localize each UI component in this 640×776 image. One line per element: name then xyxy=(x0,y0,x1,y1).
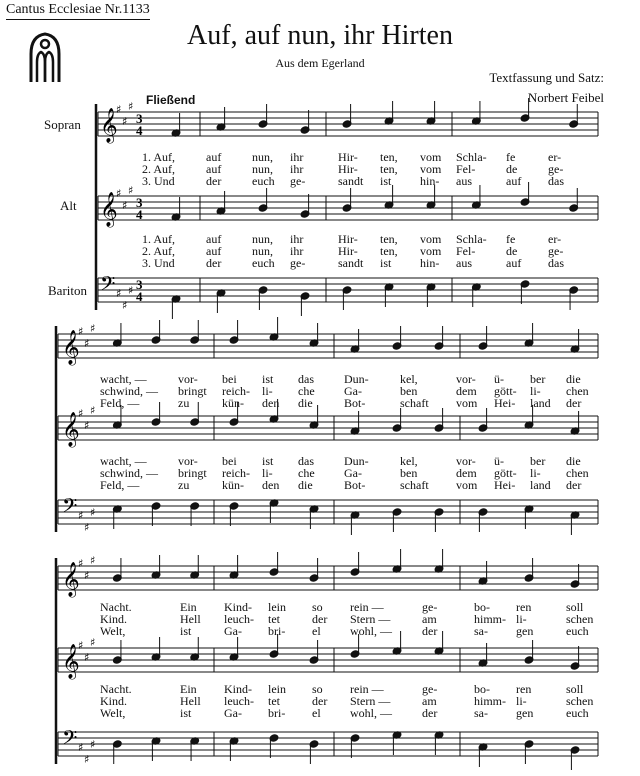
lyric-syllable: tet xyxy=(268,694,280,708)
lyric-syllable: so xyxy=(312,682,323,696)
lyric-syllable: Hir- xyxy=(338,162,358,176)
lyric-syllable: der xyxy=(566,478,582,492)
lyric-syllable: Hell xyxy=(180,694,201,708)
lyric-syllable: vom xyxy=(456,396,478,410)
lyric-syllable: Schla- xyxy=(456,150,487,164)
treble-clef-icon: 𝄞 xyxy=(62,330,80,365)
lyric-syllable: nun, xyxy=(252,150,273,164)
lyric-syllable: nun, xyxy=(252,162,273,176)
lyric-syllable: euch xyxy=(252,174,275,188)
lyric-syllable: gen xyxy=(516,706,534,720)
lyric-syllable: bo- xyxy=(474,600,490,614)
lyric-syllable: kün- xyxy=(222,396,244,410)
sharp-icon: ♯ xyxy=(128,184,134,197)
lyric-syllable: aus xyxy=(456,256,472,270)
lyric-syllable: li- xyxy=(530,466,541,480)
sharp-icon: ♯ xyxy=(116,103,122,116)
lyric-syllable: Ga- xyxy=(224,706,242,720)
lyric-syllable: fe xyxy=(506,150,516,164)
lyric-syllable: li- xyxy=(516,694,527,708)
lyric-syllable: ge- xyxy=(422,600,438,614)
lyric-syllable: ist xyxy=(262,454,274,468)
lyric-syllable: bri- xyxy=(268,706,286,720)
sharp-icon: ♯ xyxy=(84,419,90,432)
lyric-syllable: gen xyxy=(516,624,534,638)
lyric-syllable: der xyxy=(422,706,438,720)
lyric-syllable: euch xyxy=(566,624,589,638)
lyric-syllable: ihr xyxy=(290,150,304,164)
lyric-syllable: land xyxy=(530,478,551,492)
lyric-syllable: das xyxy=(298,454,314,468)
lyric-syllable: vor- xyxy=(456,454,476,468)
time-signature-numerator: 3 xyxy=(136,277,143,292)
lyric-syllable: der xyxy=(422,624,438,638)
lyric-syllable: Hir- xyxy=(338,244,358,258)
lyric-syllable: chen xyxy=(566,466,589,480)
lyric-syllable: ist xyxy=(180,706,192,720)
lyric-syllable: Schla- xyxy=(456,232,487,246)
sharp-icon: ♯ xyxy=(90,506,96,519)
lyric-syllable: den xyxy=(262,478,280,492)
lyric-syllable: bri- xyxy=(268,624,286,638)
lyric-syllable: ihr xyxy=(290,232,304,246)
lyric-syllable: auf xyxy=(206,244,222,258)
lyric-syllable: Hell xyxy=(180,612,201,626)
treble-clef-icon: 𝄞 xyxy=(62,562,80,597)
lyric-syllable: schen xyxy=(566,694,594,708)
lyric-syllable: die xyxy=(298,478,313,492)
lyric-syllable: ü- xyxy=(494,372,504,386)
lyric-syllable: che xyxy=(298,466,315,480)
sharp-icon: ♯ xyxy=(128,284,134,297)
lyric-syllable: der xyxy=(566,396,582,410)
lyric-syllable: soll xyxy=(566,682,584,696)
lyric-syllable: wohl, — xyxy=(350,706,392,720)
lyric-syllable: schen xyxy=(566,612,594,626)
lyric-syllable: vor- xyxy=(456,372,476,386)
lyric-syllable: auf xyxy=(506,256,522,270)
sharp-icon: ♯ xyxy=(78,325,84,338)
lyric-syllable: das xyxy=(548,256,564,270)
lyric-syllable: schaft xyxy=(400,478,429,492)
lyric-syllable: li- xyxy=(516,612,527,626)
sharp-icon: ♯ xyxy=(78,741,84,754)
lyric-syllable: auf xyxy=(206,162,222,176)
lyric-syllable: schwind, — xyxy=(100,466,158,480)
sharp-icon: ♯ xyxy=(84,337,90,350)
time-signature-denominator: 4 xyxy=(136,123,143,138)
sharp-icon: ♯ xyxy=(78,639,84,652)
lyric-syllable: 2. Auf, xyxy=(142,244,175,258)
lyric-syllable: schaft xyxy=(400,396,429,410)
lyric-syllable: das xyxy=(298,372,314,386)
lyric-syllable: die xyxy=(298,396,313,410)
sharp-icon: ♯ xyxy=(84,753,90,766)
lyric-syllable: bo- xyxy=(474,682,490,696)
lyric-syllable: ge- xyxy=(422,682,438,696)
lyric-syllable: Kind- xyxy=(224,600,252,614)
song-title: Auf, auf nun, ihr Hirten xyxy=(187,20,453,51)
sharp-icon: ♯ xyxy=(90,404,96,417)
lyric-syllable: ben xyxy=(400,384,418,398)
sharp-icon: ♯ xyxy=(84,569,90,582)
lyric-syllable: ü- xyxy=(494,454,504,468)
lyric-syllable: ist xyxy=(380,174,392,188)
lyric-syllable: aus xyxy=(456,174,472,188)
lyric-syllable: Hei- xyxy=(494,478,516,492)
lyric-syllable: ren xyxy=(516,600,532,614)
lyric-syllable: wacht, — xyxy=(100,372,147,386)
lyric-syllable: vom xyxy=(420,244,442,258)
voice-label-alto: Alt xyxy=(60,198,77,213)
bass-clef-icon: 𝄢 xyxy=(100,272,116,300)
lyric-syllable: Feld, — xyxy=(100,478,140,492)
lyric-syllable: lein xyxy=(268,682,286,696)
lyric-syllable: wacht, — xyxy=(100,454,147,468)
lyric-syllable: ihr xyxy=(290,244,304,258)
sharp-icon: ♯ xyxy=(122,199,128,212)
lyric-syllable: den xyxy=(262,396,280,410)
lyric-syllable: ten, xyxy=(380,162,398,176)
lyric-syllable: der xyxy=(206,256,222,270)
bass-clef-icon: 𝄢 xyxy=(62,726,78,754)
lyric-syllable: ist xyxy=(262,372,274,386)
lyric-syllable: vom xyxy=(456,478,478,492)
lyric-syllable: ten, xyxy=(380,244,398,258)
sharp-icon: ♯ xyxy=(90,322,96,335)
tempo-marking: Fließend xyxy=(146,93,196,107)
lyric-syllable: li- xyxy=(262,466,273,480)
series-label: Cantus Ecclesiae Nr.1133 xyxy=(6,2,150,20)
lyric-syllable: bringt xyxy=(178,384,207,398)
lyric-syllable: el xyxy=(312,706,321,720)
lyric-syllable: gött- xyxy=(494,384,517,398)
lyric-syllable: Kind- xyxy=(224,682,252,696)
lyric-syllable: soll xyxy=(566,600,584,614)
lyric-syllable: rein — xyxy=(350,600,384,614)
lyric-syllable: auf xyxy=(206,150,222,164)
lyric-syllable: Kind. xyxy=(100,612,127,626)
lyric-syllable: auf xyxy=(206,232,222,246)
lyric-syllable: wohl, — xyxy=(350,624,392,638)
lyric-syllable: de xyxy=(506,244,518,258)
sharp-icon: ♯ xyxy=(78,407,84,420)
lyric-syllable: euch xyxy=(566,706,589,720)
bass-clef-icon: 𝄢 xyxy=(62,494,78,522)
lyric-syllable: Dun- xyxy=(344,454,369,468)
lyric-syllable: leuch- xyxy=(224,694,254,708)
lyric-syllable: vom xyxy=(420,150,442,164)
lyric-syllable: Kind. xyxy=(100,694,127,708)
lyric-syllable: hin- xyxy=(420,174,440,188)
lyric-syllable: Hir- xyxy=(338,232,358,246)
lyric-syllable: die xyxy=(566,454,581,468)
lyric-syllable: el xyxy=(312,624,321,638)
lyric-syllable: ber xyxy=(530,372,546,386)
sharp-icon: ♯ xyxy=(90,636,96,649)
lyric-syllable: nun, xyxy=(252,232,273,246)
lyric-syllable: sandt xyxy=(338,256,364,270)
credit-line-1: Textfassung und Satz: xyxy=(489,70,604,85)
voice-label-baritone: Bariton xyxy=(48,283,87,298)
lyric-syllable: ren xyxy=(516,682,532,696)
lyric-syllable: himm- xyxy=(474,694,506,708)
lyric-syllable: bei xyxy=(222,454,237,468)
lyric-syllable: vor- xyxy=(178,372,198,386)
lyric-syllable: che xyxy=(298,384,315,398)
lyric-syllable: Ga- xyxy=(224,624,242,638)
lyric-syllable: 3. Und xyxy=(142,256,175,270)
lyric-syllable: Stern — xyxy=(350,694,391,708)
lyric-syllable: Hei- xyxy=(494,396,516,410)
lyric-syllable: Fel- xyxy=(456,244,476,258)
lyric-syllable: ten, xyxy=(380,150,398,164)
lyric-syllable: er- xyxy=(548,150,562,164)
treble-clef-icon: 𝄞 xyxy=(100,192,118,227)
lyric-syllable: de xyxy=(506,162,518,176)
lyric-syllable: 3. Und xyxy=(142,174,175,188)
lyric-syllable: sa- xyxy=(474,624,488,638)
lyric-syllable: Nacht. xyxy=(100,600,132,614)
lyric-syllable: Bot- xyxy=(344,478,366,492)
lyric-syllable: vom xyxy=(420,162,442,176)
treble-clef-icon: 𝄞 xyxy=(62,644,80,679)
lyric-syllable: Ein xyxy=(180,600,197,614)
lyric-syllable: das xyxy=(548,174,564,188)
lyric-syllable: land xyxy=(530,396,551,410)
lyric-syllable: der xyxy=(312,694,328,708)
lyric-syllable: ist xyxy=(380,256,392,270)
sharp-icon: ♯ xyxy=(84,521,90,534)
credit-line-2: Norbert Feibel xyxy=(527,90,604,105)
lyric-syllable: reich- xyxy=(222,466,250,480)
lyric-syllable: die xyxy=(566,372,581,386)
lyric-syllable: rein — xyxy=(350,682,384,696)
lyric-syllable: Ga- xyxy=(344,384,362,398)
lyric-syllable: ge- xyxy=(290,174,306,188)
lyric-syllable: zu xyxy=(178,396,190,410)
sharp-icon: ♯ xyxy=(78,557,84,570)
lyric-syllable: vor- xyxy=(178,454,198,468)
time-signature-denominator: 4 xyxy=(136,289,143,304)
lyric-syllable: Ga- xyxy=(344,466,362,480)
time-signature-numerator: 3 xyxy=(136,195,143,210)
lyric-syllable: vom xyxy=(420,232,442,246)
lyric-syllable: ihr xyxy=(290,162,304,176)
lyric-syllable: ge- xyxy=(548,162,564,176)
lyric-syllable: so xyxy=(312,600,323,614)
lyric-syllable: li- xyxy=(262,384,273,398)
lyric-syllable: Dun- xyxy=(344,372,369,386)
sharp-icon: ♯ xyxy=(122,115,128,128)
lyric-syllable: kel, xyxy=(400,372,418,386)
lyric-syllable: der xyxy=(312,612,328,626)
treble-clef-icon: 𝄞 xyxy=(100,108,118,143)
lyric-syllable: nun, xyxy=(252,244,273,258)
lyric-syllable: li- xyxy=(530,384,541,398)
lyric-syllable: euch xyxy=(252,256,275,270)
treble-clef-icon: 𝄞 xyxy=(62,412,80,447)
lyric-syllable: Fel- xyxy=(456,162,476,176)
sharp-icon: ♯ xyxy=(122,299,128,312)
sharp-icon: ♯ xyxy=(128,100,134,113)
lyric-syllable: sa- xyxy=(474,706,488,720)
time-signature-numerator: 3 xyxy=(136,111,143,126)
time-signature-denominator: 4 xyxy=(136,207,143,222)
lyric-syllable: Stern — xyxy=(350,612,391,626)
sharp-icon: ♯ xyxy=(78,509,84,522)
lyric-syllable: kel, xyxy=(400,454,418,468)
lyric-syllable: der xyxy=(206,174,222,188)
lyric-syllable: 2. Auf, xyxy=(142,162,175,176)
sharp-icon: ♯ xyxy=(116,187,122,200)
sharp-icon: ♯ xyxy=(116,287,122,300)
lyric-syllable: am xyxy=(422,612,437,626)
lyric-syllable: Ein xyxy=(180,682,197,696)
lyric-syllable: ben xyxy=(400,466,418,480)
lyric-syllable: reich- xyxy=(222,384,250,398)
lyric-syllable: Feld, — xyxy=(100,396,140,410)
lyric-syllable: dem xyxy=(456,466,477,480)
lyric-syllable: ten, xyxy=(380,232,398,246)
lyric-syllable: hin- xyxy=(420,256,440,270)
lyric-syllable: sandt xyxy=(338,174,364,188)
lyric-syllable: Bot- xyxy=(344,396,366,410)
lyric-syllable: lein xyxy=(268,600,286,614)
sharp-icon: ♯ xyxy=(84,651,90,664)
lyric-syllable: fe xyxy=(506,232,516,246)
lyric-syllable: dem xyxy=(456,384,477,398)
lyric-syllable: himm- xyxy=(474,612,506,626)
lyric-syllable: Nacht. xyxy=(100,682,132,696)
lyric-syllable: ber xyxy=(530,454,546,468)
lyric-syllable: am xyxy=(422,694,437,708)
lyric-syllable: Hir- xyxy=(338,150,358,164)
voice-label-soprano: Sopran xyxy=(44,117,81,132)
lyric-syllable: ist xyxy=(180,624,192,638)
lyric-syllable: auf xyxy=(506,174,522,188)
lyric-syllable: leuch- xyxy=(224,612,254,626)
lyric-syllable: bei xyxy=(222,372,237,386)
lyric-syllable: er- xyxy=(548,232,562,246)
sharp-icon: ♯ xyxy=(90,738,96,751)
lyric-syllable: chen xyxy=(566,384,589,398)
lyric-syllable: ge- xyxy=(290,256,306,270)
lyric-syllable: gött- xyxy=(494,466,517,480)
lyric-syllable: schwind, — xyxy=(100,384,158,398)
song-origin: Aus dem Egerland xyxy=(275,56,365,70)
lyric-syllable: Welt, xyxy=(100,706,126,720)
lyric-syllable: Welt, xyxy=(100,624,126,638)
lyric-syllable: 1. Auf, xyxy=(142,232,175,246)
lyric-syllable: 1. Auf, xyxy=(142,150,175,164)
lyric-syllable: ge- xyxy=(548,244,564,258)
lyric-syllable: zu xyxy=(178,478,190,492)
sharp-icon: ♯ xyxy=(90,554,96,567)
lyric-syllable: kün- xyxy=(222,478,244,492)
lyric-syllable: tet xyxy=(268,612,280,626)
lyric-syllable: bringt xyxy=(178,466,207,480)
